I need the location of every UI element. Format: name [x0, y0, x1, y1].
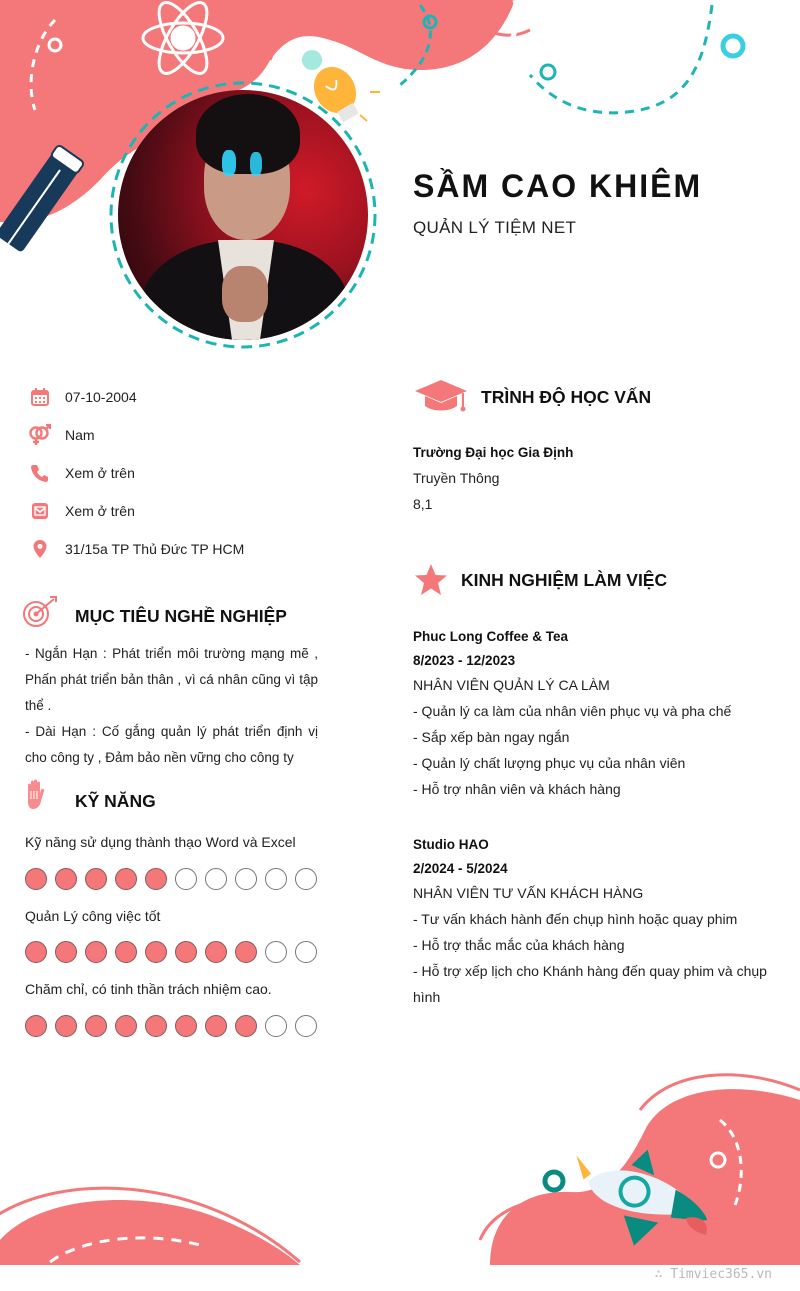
watermark: ∴ Timviec365.vn — [654, 1267, 772, 1282]
hand-icon — [24, 779, 48, 816]
rating-dot-filled — [175, 941, 197, 963]
contact-address — [28, 537, 245, 561]
rating-dot-filled — [25, 941, 47, 963]
skill-name: Chăm chỉ, có tinh thần trách nhiệm cao. — [25, 981, 272, 997]
rating-dot-empty — [265, 1015, 287, 1037]
education-gpa: 8,1 — [413, 496, 433, 512]
graduation-cap-icon — [413, 378, 469, 419]
contact-email — [28, 499, 135, 523]
rating-dot-filled — [25, 1015, 47, 1037]
job-duty: - Hỗ trợ nhân viên và khách hàng — [413, 781, 621, 797]
skill-name: Kỹ năng sử dụng thành thạo Word và Excel — [25, 834, 296, 850]
contact-text: 07-10-2004 — [65, 389, 137, 405]
rating-dot-filled — [55, 868, 77, 890]
job-role: NHÂN VIÊN QUẢN LÝ CA LÀM — [413, 677, 610, 693]
rating-dot-filled — [55, 941, 77, 963]
objective-short-term: - Ngắn Hạn : Phát triển môi trường mạng mẽ , Phấn phát triển bản thân , vì cá nhân cũng vì tập thể . — [25, 646, 318, 713]
star-icon — [413, 563, 449, 602]
objective-title: MỤC TIÊU NGHỀ NGHIỆP — [75, 606, 287, 626]
contact-birthday — [28, 385, 137, 409]
rating-dot-filled — [85, 1015, 107, 1037]
skill-rating — [25, 941, 317, 963]
skills-title: KỸ NĂNG — [75, 791, 156, 811]
skill-rating — [25, 1015, 317, 1037]
rating-dot-empty — [295, 941, 317, 963]
contact-phone — [28, 461, 135, 485]
experience-title: KINH NGHIỆM LÀM VIỆC — [461, 570, 668, 590]
rating-dot-filled — [175, 1015, 197, 1037]
rating-dot-empty — [265, 868, 287, 890]
rating-dot-filled — [85, 941, 107, 963]
rating-dot-filled — [145, 868, 167, 890]
rating-dot-filled — [115, 868, 137, 890]
education-major: Truyền Thông — [413, 470, 500, 486]
job-period: 2/2024 - 5/2024 — [413, 861, 508, 876]
job-duty: - Hỗ trợ xếp lịch cho Khánh hàng đến quay phim và chụp hình — [413, 963, 767, 1005]
education-title: TRÌNH ĐỘ HỌC VẤN — [481, 387, 652, 407]
rating-dot-filled — [25, 868, 47, 890]
job-duty: - Sắp xếp bàn ngay ngắn — [413, 729, 570, 745]
gender-icon — [28, 423, 52, 447]
job-role: NHÂN VIÊN TƯ VẤN KHÁCH HÀNG — [413, 885, 644, 901]
avatar-photo — [118, 90, 368, 340]
rating-dot-empty — [175, 868, 197, 890]
contact-gender — [28, 423, 95, 447]
rating-dot-filled — [85, 868, 107, 890]
phone-icon — [28, 461, 52, 485]
contact-text: Xem ở trên — [65, 503, 135, 519]
rating-dot-filled — [235, 941, 257, 963]
rating-dot-filled — [145, 1015, 167, 1037]
rating-dot-filled — [205, 1015, 227, 1037]
rating-dot-filled — [235, 1015, 257, 1037]
job-period: 8/2023 - 12/2023 — [413, 653, 516, 668]
job-duty: - Quản lý chất lượng phục vụ của nhân viên — [413, 755, 686, 771]
contact-text: Xem ở trên — [65, 465, 135, 481]
location-pin-icon — [28, 537, 52, 561]
contact-text: Nam — [65, 427, 95, 443]
skill-rating — [25, 868, 317, 890]
rating-dot-empty — [235, 868, 257, 890]
rating-dot-filled — [115, 941, 137, 963]
skill-name: Quản Lý công việc tốt — [25, 908, 161, 924]
calendar-icon — [28, 385, 52, 409]
job-duty: - Quản lý ca làm của nhân viên phục vụ và pha chế — [413, 703, 732, 719]
job-duty: - Hỗ trợ thắc mắc của khách hàng — [413, 937, 625, 953]
job-company: Studio HAO — [413, 837, 489, 852]
rating-dot-empty — [265, 941, 287, 963]
target-icon — [22, 596, 58, 635]
candidate-name: SẦM CAO KHIÊM — [413, 168, 703, 204]
rating-dot-empty — [295, 1015, 317, 1037]
rating-dot-empty — [205, 868, 227, 890]
email-icon — [28, 499, 52, 523]
job-company: Phuc Long Coffee & Tea — [413, 629, 569, 644]
rating-dot-empty — [295, 868, 317, 890]
rating-dot-filled — [115, 1015, 137, 1037]
contact-text: 31/15a TP Thủ Đức TP HCM — [65, 541, 245, 557]
rating-dot-filled — [55, 1015, 77, 1037]
education-school: Trường Đại học Gia Định — [413, 445, 574, 460]
job-duty: - Tư vấn khách hành đến chụp hình hoặc quay phim — [413, 911, 738, 927]
rating-dot-filled — [205, 941, 227, 963]
rating-dot-filled — [145, 941, 167, 963]
objective-long-term: - Dài Hạn : Cố gắng quản lý phát triển định vị cho công ty , Đảm bảo nền vững cho công ty — [25, 724, 318, 765]
candidate-position: QUẢN LÝ TIỆM NET — [413, 218, 577, 237]
